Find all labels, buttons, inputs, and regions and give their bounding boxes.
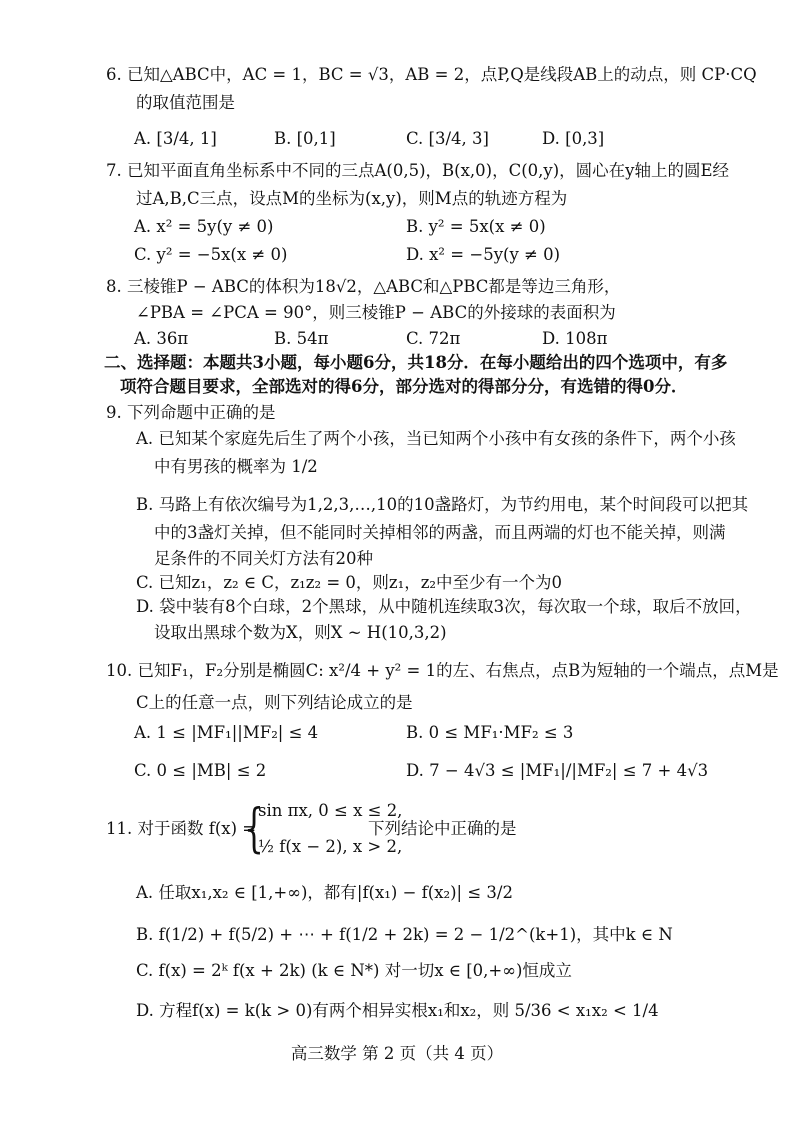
q11-case1: sin πx, 0 ≤ x ≤ 2, [258, 801, 403, 820]
q6-option-a: A. [3/4, 1] [134, 129, 217, 148]
q11-option-d: D. 方程f(x) = k(k > 0)有两个相异实根x₁和x₂，则 5/36 < x₁x₂ < 1/4 [136, 1001, 659, 1020]
q6-options [134, 128, 604, 150]
q9-stem: 9. 下列命题中正确的是 [106, 403, 276, 422]
q9-option-d-line2: 设取出黑球个数为X，则X ~ H(10,3,2) [154, 623, 447, 642]
q8-option-c: C. 72π [406, 329, 461, 348]
q10-option-d: D. 7 − 4√3 ≤ |MF₁|/|MF₂| ≤ 7 + 4√3 [406, 761, 709, 780]
q11-stem-post: 下列结论中正确的是 [368, 819, 517, 838]
q11-option-b: B. f(1/2) + f(5/2) + ⋯ + f(1/2 + 2k) = 2 − 1/2^(k+1)，其中k ∈ N [136, 925, 673, 944]
q9-option-c: C. 已知z₁，z₂ ∈ C，z₁z₂ = 0，则z₁，z₂中至少有一个为0 [136, 573, 563, 592]
q6-option-b: B. [0,1] [274, 129, 336, 148]
q7-option-b: B. y² = 5x(x ≠ 0) [406, 217, 546, 236]
q8-stem: 8. 三棱锥P − ABC的体积为18√2，△ABC和△PBC都是等边三角形， [106, 277, 621, 296]
q11-option-a: A. 任取x₁,x₂ ∈ [1,+∞)，都有|f(x₁) − f(x₂)| ≤ 3/2 [136, 883, 513, 902]
q7-option-c: C. y² = −5x(x ≠ 0) [134, 245, 288, 264]
q7-option-d: D. x² = −5y(y ≠ 0) [406, 245, 561, 264]
q10-option-a: A. 1 ≤ |MF₁||MF₂| ≤ 4 [134, 723, 319, 742]
q6-stem-2: 的取值范围是 [136, 93, 235, 112]
q8-option-a: A. 36π [134, 329, 189, 348]
q6-option-d: D. [0,3] [542, 129, 605, 148]
q8-option-d: D. 108π [542, 329, 608, 348]
q7-stem: 7. 已知平面直角坐标系中不同的三点A(0,5)，B(x,0)，C(0,y)，圆心在y轴上的圆E经 [106, 161, 729, 180]
q10-options-row2 [134, 760, 708, 782]
q10-stem-2: C上的任意一点，则下列结论成立的是 [136, 693, 413, 712]
q10-stem: 10. 已知F₁，F₂分别是椭圆C: x²/4 + y² = 1的左、右焦点，点B为短轴的一个端点，点M是 [106, 661, 779, 680]
q10-options-row1 [134, 722, 573, 744]
q10-option-c: C. 0 ≤ |MB| ≤ 2 [134, 761, 267, 780]
q9-option-b-line3: 足条件的不同关灯方法有20种 [154, 549, 373, 568]
q11-stem-pre: 11. 对于函数 f(x) = [106, 819, 257, 838]
q11-brace: { [244, 799, 264, 859]
q11-option-c: C. f(x) = 2ᵏ f(x + 2k) (k ∈ N*) 对一切x ∈ [0,+∞)恒成立 [136, 961, 572, 980]
section2-line1: 二、选择题：本题共3小题，每小题6分，共18分．在每小题给出的四个选项中，有多 [104, 353, 728, 372]
q9-option-d-line1: D. 袋中装有8个白球，2个黑球，从中随机连续取3次，每次取一个球，取后不放回， [136, 597, 752, 616]
q7-options-row1 [134, 216, 546, 238]
q6-option-c: C. [3/4, 3] [406, 129, 489, 148]
q9-option-a-line2: 中有男孩的概率为 1/2 [154, 457, 318, 476]
q6-stem: 6. 已知△ABC中，AC = 1，BC = √3，AB = 2，点P,Q是线段AB上的动点，则 CP·CQ [106, 65, 757, 84]
page-footer: 高三数学 第 2 页（共 4 页） [290, 1044, 504, 1063]
q7-options-row2 [134, 244, 560, 266]
q9-option-a-line1: A. 已知某个家庭先后生了两个小孩，当已知两个小孩中有女孩的条件下，两个小孩 [136, 429, 736, 448]
q8-options [134, 328, 607, 350]
q7-option-a: A. x² = 5y(y ≠ 0) [134, 217, 274, 236]
q9-option-b-line2: 中的3盏灯关掉，但不能同时关掉相邻的两盏，而且两端的灯也不能关掉，则满 [154, 523, 726, 542]
q8-option-b: B. 54π [274, 329, 329, 348]
q10-option-b: B. 0 ≤ MF₁·MF₂ ≤ 3 [406, 723, 574, 742]
q7-stem-2: 过A,B,C三点，设点M的坐标为(x,y)，则M点的轨迹方程为 [136, 189, 568, 208]
q11-case2: ½ f(x − 2), x > 2, [258, 837, 403, 856]
q9-option-b-line1: B. 马路上有依次编号为1,2,3,…,10的10盏路灯，为节约用电，某个时间段可以把其 [136, 495, 749, 514]
q8-stem-2: ∠PBA = ∠PCA = 90°，则三棱锥P − ABC的外接球的表面积为 [136, 303, 616, 322]
section2-line2: 项符合题目要求，全部选对的得6分，部分选对的得部分分，有选错的得0分． [120, 377, 688, 396]
